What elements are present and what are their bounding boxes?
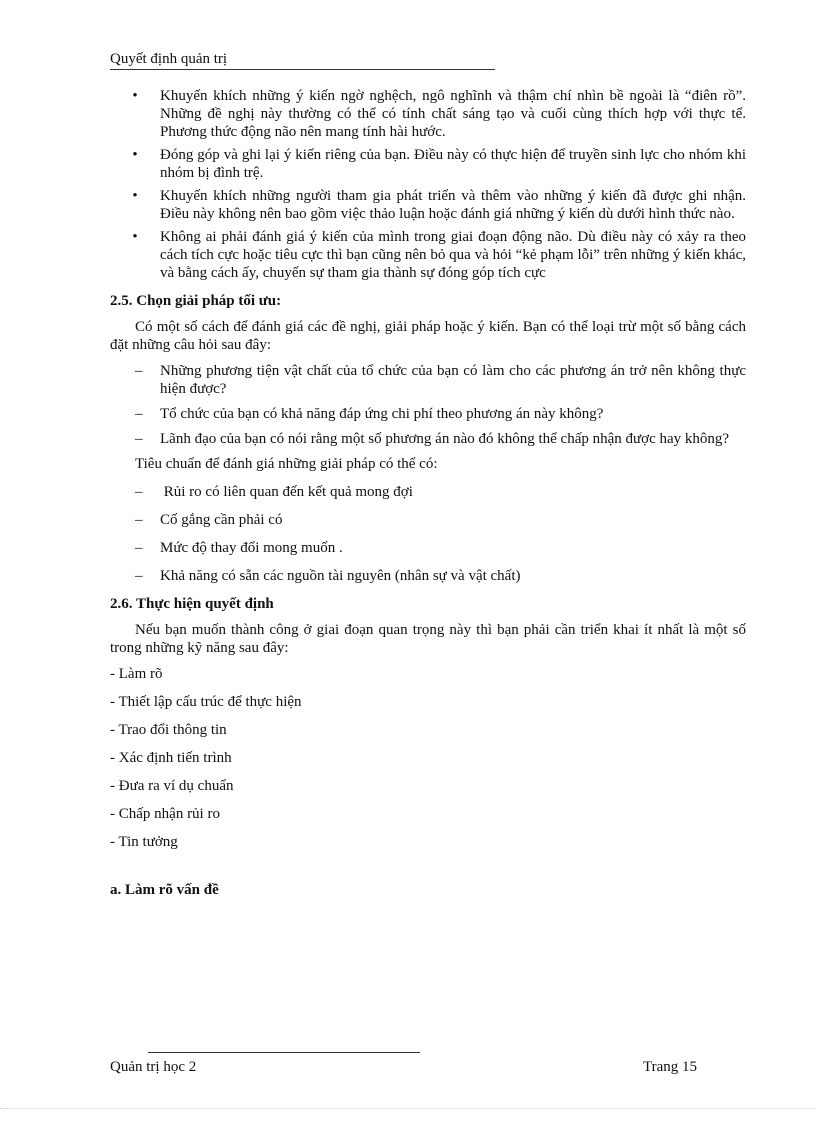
bullet-icon: • — [132, 229, 138, 245]
list-item: - Thiết lập cấu trúc để thực hiện — [110, 694, 302, 710]
list-item: - Làm rõ — [110, 666, 163, 682]
paragraph: Có một số cách để đánh giá các đề nghị, giải pháp hoặc ý kiến. Bạn có thể loại trừ một số bằng cách đặt những câu hỏi sau đây: — [110, 319, 746, 353]
page-content — [110, 87, 746, 907]
paragraph: Nếu bạn muốn thành công ở giai đoạn quan trọng này thì bạn phải cần triển khai ít nhất là một số trong những kỹ năng sau đây: — [110, 622, 746, 656]
list-item: – Lãnh đạo của bạn có nói rằng một số phương án nào đó không thể chấp nhận được hay không? — [110, 430, 746, 448]
list-item: - Trao đổi thông tin — [110, 722, 227, 738]
dash-icon: – — [135, 512, 143, 528]
page-boundary-divider — [0, 1108, 816, 1109]
dash-icon: – — [135, 484, 143, 500]
list-item: • Không ai phải đánh giá ý kiến của mình trong giai đoạn động não. Dù điều này có xảy ra theo cách tích cực hoặc tiêu cực thì bạn cũng nên bỏ qua và hỏi “kẻ phạm lỗi” trên những ý kiến khác, và bằng cách ấy, chuyển sự tham gia thành sự đóng góp tích cực — [110, 228, 746, 282]
list-item: – Tổ chức của bạn có khả năng đáp ứng chi phí theo phương án này không? — [110, 405, 746, 423]
bullet-icon: • — [132, 188, 138, 204]
list-item: • Khuyến khích những ý kiến ngờ nghệch, ngô nghĩnh và thậm chí nhìn bề ngoài là “điên rồ”. Những đề nghị này thường có thể có tính chất sáng tạo và cuối cùng thích hợp với thực tế. Phương thức động não nên mang tính hài hước. — [110, 87, 746, 141]
section-heading: 2.6. Thực hiện quyết định — [110, 596, 274, 612]
list-item: - Chấp nhận rủi ro — [110, 806, 220, 822]
list-item: – Rủi ro có liên quan đến kết quả mong đợi — [110, 483, 746, 501]
running-header: Quyết định quản trị — [110, 50, 495, 70]
dash-icon: – — [135, 363, 143, 379]
dash-icon: – — [135, 540, 143, 556]
paragraph: Tiêu chuẩn để đánh giá những giải pháp có thể có: — [135, 456, 438, 472]
page-number: Trang 15 — [643, 1059, 698, 1075]
list-item: • Đóng góp và ghi lại ý kiến riêng của bạn. Điều này có thực hiện để truyền sinh lực cho nhóm khi nhóm bị đình trệ. — [110, 146, 746, 182]
list-item: - Đưa ra ví dụ chuẩn — [110, 778, 234, 794]
bullet-icon: • — [132, 147, 138, 163]
dash-icon: – — [135, 568, 143, 584]
list-item: – Khả năng có sẵn các nguồn tài nguyên (nhân sự và vật chất) — [110, 567, 746, 585]
list-item: - Tin tưởng — [110, 834, 178, 850]
list-item: - Xác định tiến trình — [110, 750, 232, 766]
section-heading: 2.5. Chọn giải pháp tối ưu: — [110, 293, 282, 309]
list-item: – Mức độ thay đổi mong muốn . — [110, 539, 746, 557]
dash-icon: – — [135, 406, 143, 422]
list-item: – Cố gắng cần phải có — [110, 511, 746, 529]
section-heading: a. Làm rõ vấn đề — [110, 882, 219, 898]
footer-rule — [148, 1052, 420, 1053]
list-item: • Khuyến khích những người tham gia phát triển và thêm vào những ý kiến đã được ghi nhận. Điều này không nên bao gồm việc thảo luận hoặc đánh giá những ý kiến dù dưới hình thức nào. — [110, 187, 746, 223]
bullet-icon: • — [132, 88, 138, 104]
footer-title: Quản trị học 2 — [110, 1059, 197, 1075]
dash-icon: – — [135, 431, 143, 447]
list-item: – Những phương tiện vật chất của tổ chức của bạn có làm cho các phương án trở nên không thực hiện được? — [110, 362, 746, 398]
